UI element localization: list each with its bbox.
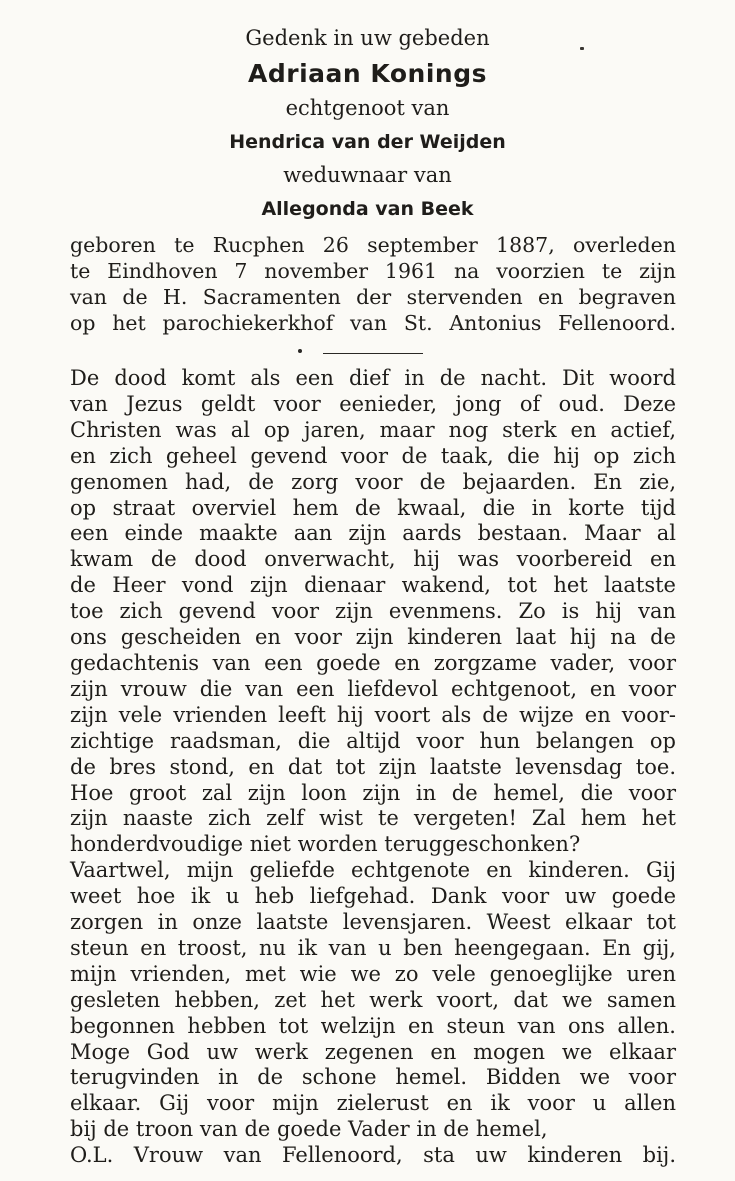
- late-wife-name: Allegonda van Beek: [261, 198, 474, 220]
- bio-line: op het parochiekerkhof van St. Antonius Fellenoord.: [70, 311, 676, 335]
- text-line: Moge God uw werk zegenen en mogen we elkaar: [70, 1039, 676, 1064]
- text-line: honderdvoudige niet worden teruggeschonken?: [70, 832, 581, 857]
- text-line: zijn vele vrienden leeft hij voort als de wijze en voor-: [70, 702, 676, 727]
- bio-line: te Eindhoven 7 november 1961 na voorzien te zijn: [70, 259, 676, 283]
- text-line: weet hoe ik u heb liefgehad. Dank voor uw goede: [70, 884, 676, 909]
- text-line: de Heer vond zijn dienaar wakend, tot het laatste: [70, 573, 676, 598]
- divider-rule: [323, 353, 423, 354]
- text-line: zijn vrouw die van een liefdevol echtgenoot, en voor: [70, 676, 676, 701]
- text-line: genomen had, de zorg voor de bejaarden. En zie,: [70, 469, 676, 494]
- text-line: zichtige raadsman, die altijd voor hun belangen op: [70, 728, 676, 753]
- text-line: steun en troost, nu ik van u ben heengegaan. En gij,: [70, 935, 676, 960]
- spouse-name: Hendrica van der Weijden: [229, 131, 506, 153]
- text-line: de bres stond, en dat tot zijn laatste levensdag toe.: [70, 754, 676, 779]
- text-line: kwam de dood onverwacht, hij was voorbereid en: [70, 547, 676, 572]
- memorial-text: [70, 366, 676, 1169]
- text-line: elkaar. Gij voor mijn zielerust en ik voor u allen: [70, 1091, 676, 1116]
- text-line: bij de troon van de goede Vader in de hemel,: [70, 1117, 548, 1142]
- intro-text: Gedenk in uw gebeden: [245, 26, 490, 50]
- relation-spouse-text: echtgenoot van: [285, 96, 450, 120]
- biography-block: [70, 232, 676, 336]
- text-line: Vaartwel, mijn geliefde echtgenote en kinderen. Gij: [70, 858, 676, 883]
- text-line: zorgen in onze laatste levensjaren. Weest elkaar tot: [70, 910, 676, 935]
- text-line: O.L. Vrouw van Fellenoord, sta uw kinderen bij.: [70, 1143, 676, 1168]
- text-line: en zich geheel gevend voor de taak, die hij op zich: [70, 443, 676, 468]
- text-line: Hoe groot zal zijn loon zijn in de hemel, die voor: [70, 780, 676, 805]
- text-line: toe zich gevend voor zijn evenmens. Zo is hij van: [70, 599, 676, 624]
- text-line: terugvinden in de schone hemel. Bidden we voor: [70, 1065, 676, 1090]
- text-line: op straat overviel hem de kwaal, die in korte tijd: [70, 495, 676, 520]
- text-line: van Jezus geldt voor eenieder, jong of oud. Deze: [70, 391, 676, 416]
- text-line: gesleten hebben, zet het werk voort, dat we samen: [70, 987, 676, 1012]
- text-line: zijn naaste zich zelf wist te vergeten! Zal hem het: [70, 806, 676, 831]
- bio-line: van de H. Sacramenten der stervenden en begraven: [70, 285, 676, 309]
- card-header: [0, 22, 735, 226]
- bio-line: geboren te Rucphen 26 september 1887, overleden: [70, 233, 676, 257]
- text-line: begonnen hebben tot welzijn en steun van ons allen.: [70, 1013, 676, 1038]
- deceased-name: Adriaan Konings: [248, 59, 487, 88]
- relation-widower-text: weduwnaar van: [283, 163, 452, 187]
- text-line: een einde maakte aan zijn aards bestaan. Maar al: [70, 521, 676, 546]
- text-line: mijn vrienden, met wie we zo vele genoeglijke uren: [70, 961, 676, 986]
- divider-dot: [298, 349, 302, 353]
- text-line: Christen was al op jaren, maar nog sterk en actief,: [70, 417, 676, 442]
- text-line: gedachtenis van een goede en zorgzame vader, voor: [70, 650, 676, 675]
- text-line: ons gescheiden en voor zijn kinderen laat hij na de: [70, 625, 676, 650]
- text-line: De dood komt als een dief in de nacht. Dit woord: [70, 366, 676, 390]
